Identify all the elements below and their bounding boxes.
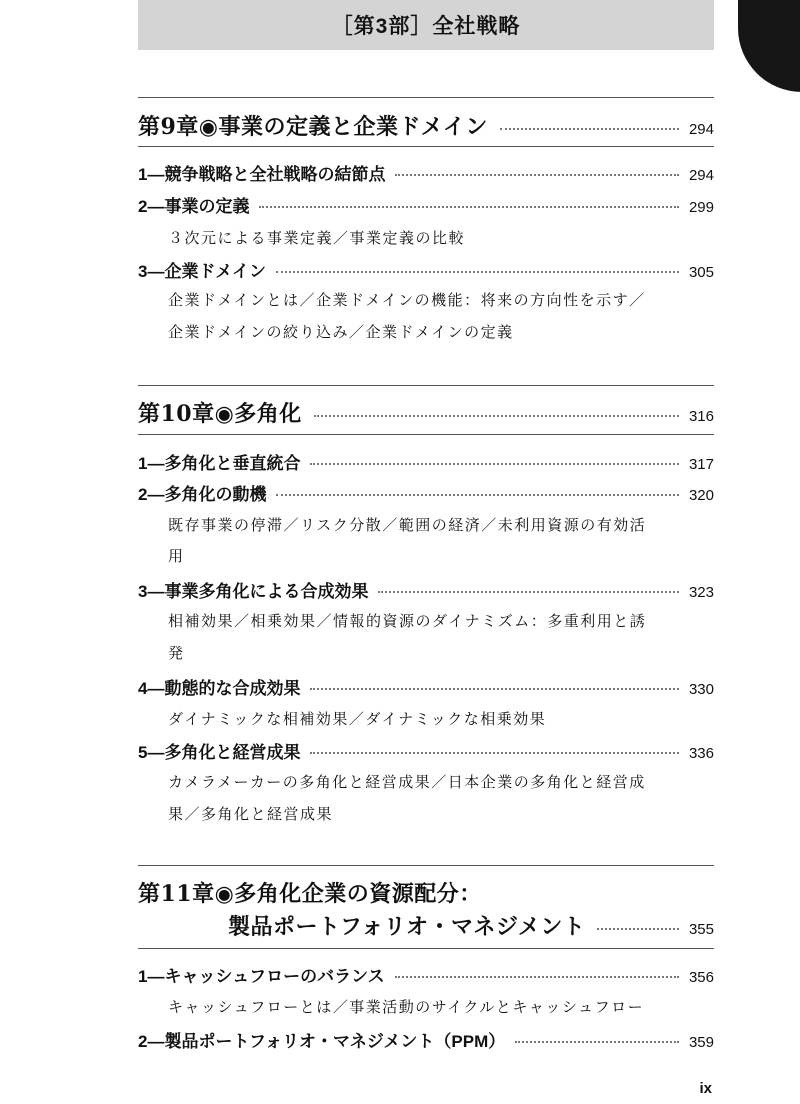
chapter-subtitle: 製品ポートフォリオ・マネジメント (228, 914, 586, 940)
leader-dots (378, 591, 679, 593)
page-number: 356 (688, 969, 714, 986)
section-entry[interactable] (138, 738, 714, 763)
section-entry[interactable] (138, 449, 714, 474)
section-topics: ダイナミックな相補効果／ダイナミックな相乗効果 (168, 710, 547, 728)
section-topics: カメラメーカーの多角化と経営成果／日本企業の多角化と経営成 (168, 773, 646, 791)
leader-dots (314, 415, 679, 417)
page-number: 317 (688, 456, 714, 473)
section-topics: 相補効果／相乗効果／情報的資源のダイナミズム：多重利用と誘 (168, 612, 647, 630)
chapter-rule (138, 865, 714, 866)
leader-dots (276, 271, 679, 273)
section-entry[interactable] (138, 674, 714, 699)
page-number: 316 (688, 408, 714, 425)
leader-dots (276, 494, 679, 496)
section-title: 5―多角化と経営成果 (138, 743, 301, 762)
section-entry[interactable] (138, 160, 714, 185)
section-title: 2―製品ポートフォリオ・マネジメント（PPM） (138, 1032, 506, 1051)
section-entry[interactable] (138, 192, 714, 217)
page-number: 359 (688, 1034, 714, 1051)
leader-dots (395, 174, 679, 176)
page-number: 323 (688, 584, 714, 601)
section-entry[interactable] (138, 480, 714, 505)
chapter-heading[interactable] (138, 397, 714, 428)
section-entry[interactable] (138, 962, 714, 987)
section-title: 3―事業多角化による合成効果 (138, 582, 369, 601)
leader-dots (500, 128, 679, 130)
section-entry[interactable] (138, 257, 714, 282)
leader-dots (395, 976, 679, 978)
part-banner (138, 0, 714, 50)
section-entry[interactable] (138, 1027, 714, 1052)
section-topics: 企業ドメインの絞り込み／企業ドメインの定義 (168, 323, 514, 341)
section-title: 3―企業ドメイン (138, 262, 266, 281)
page-number: 294 (688, 121, 714, 138)
page-number: 336 (688, 745, 714, 762)
section-topics: 企業ドメインとは／企業ドメインの機能：将来の方向性を示す／ (168, 291, 646, 309)
leader-dots (515, 1041, 679, 1043)
page-folio: ix (699, 1080, 712, 1097)
section-title: 4―動態的な合成効果 (138, 679, 301, 698)
part-title: ［第3部］全社戦略 (331, 15, 521, 38)
leader-dots (310, 463, 679, 465)
section-topics: キャッシュフローとは／事業活動のサイクルとキャッシュフロー (168, 998, 645, 1016)
chapter-heading[interactable] (228, 910, 714, 941)
section-title: 2―多角化の動機 (138, 485, 267, 504)
thumb-index-tab (738, 0, 800, 92)
page-number: 320 (688, 487, 714, 504)
page-number: 330 (688, 681, 714, 698)
section-topics: 用 (168, 547, 185, 565)
chapter-rule (138, 434, 714, 435)
page-number: 305 (688, 264, 714, 281)
section-entry[interactable] (138, 577, 714, 602)
leader-dots (259, 206, 679, 208)
chapter-title: 第10章◉多角化 (138, 401, 302, 427)
chapter-heading[interactable] (138, 110, 714, 141)
chapter-rule (138, 385, 714, 386)
page-number: 294 (688, 167, 714, 184)
page-number: 299 (688, 199, 714, 216)
leader-dots (310, 752, 679, 754)
section-title: 2―事業の定義 (138, 197, 250, 216)
leader-dots (597, 928, 679, 930)
leader-dots (310, 688, 679, 690)
section-title: 1―競争戦略と全社戦略の結節点 (138, 165, 386, 184)
section-title: 1―キャッシュフローのバランス (138, 967, 385, 986)
section-topics: 既存事業の停滞／リスク分散／範囲の経済／未利用資源の有効活 (168, 516, 647, 534)
chapter-title: 第9章◉事業の定義と企業ドメイン (138, 114, 488, 140)
section-topics: 発 (168, 644, 185, 662)
chapter-rule (138, 97, 714, 98)
section-topics: ３次元による事業定義／事業定義の比較 (168, 229, 466, 247)
section-title: 1―多角化と垂直統合 (138, 454, 301, 473)
page-number: 355 (688, 921, 714, 938)
chapter-rule (138, 948, 714, 949)
chapter-title[interactable]: 第11章◉多角化企業の資源配分： (138, 881, 482, 907)
chapter-rule (138, 146, 714, 147)
section-topics: 果／多角化と経営成果 (168, 805, 334, 823)
